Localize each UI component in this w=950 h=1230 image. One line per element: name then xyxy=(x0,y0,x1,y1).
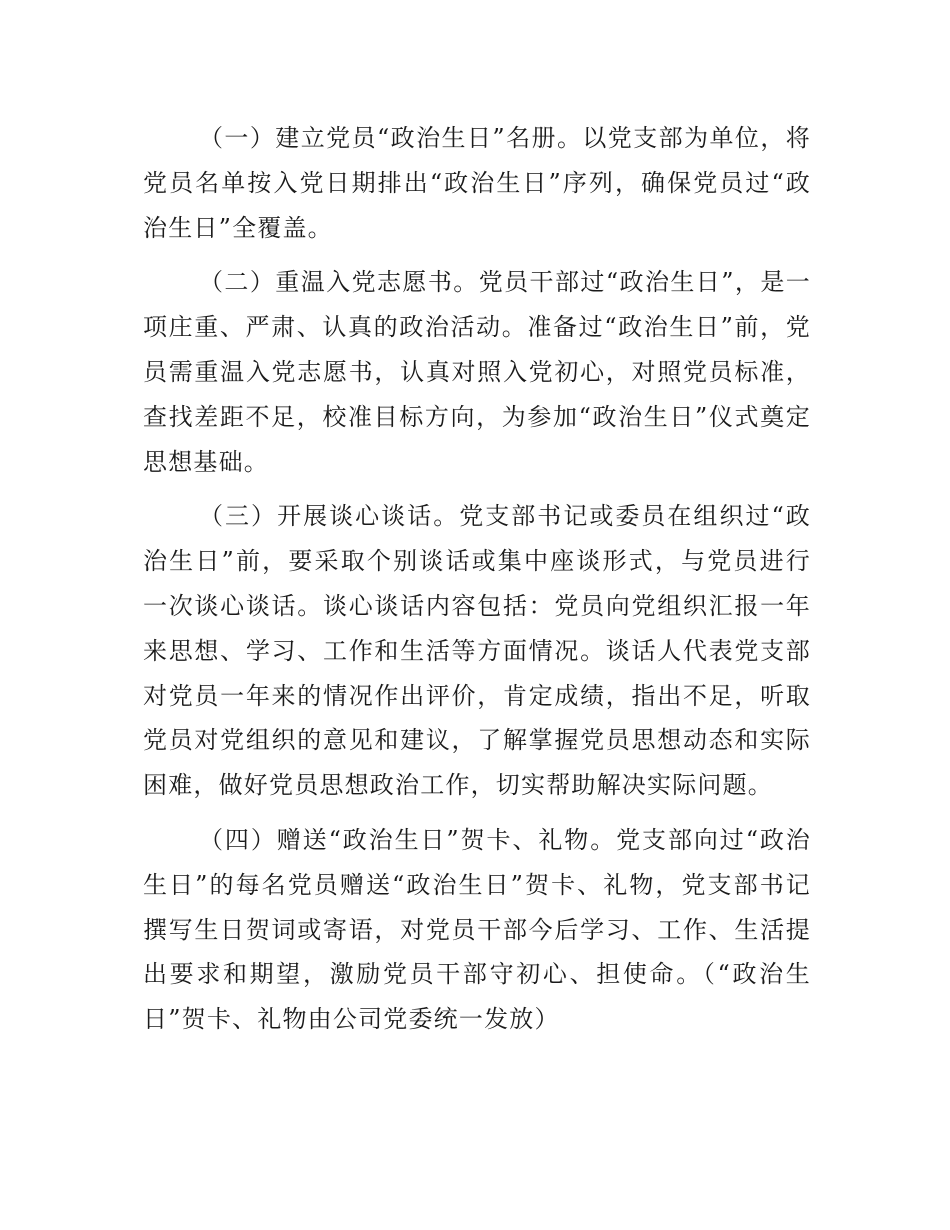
paragraph-application: （二）重温入党志愿书。党员干部过“政治生日”，是一项庄重、严肃、认真的政治活动。准备过“政治生日”前，党员需重温入党志愿书，认真对照入党初心，对照党员标准，查找差距不足，校准目标方向，为参加“政治生日”仪式奠定思想基础。 xyxy=(143,268,811,476)
paragraph-register: （一）建立党员“政治生日”名册。以党支部为单位，将党员名单按入党日期排出“政治生日”序列，确保党员过“政治生日”全覆盖。 xyxy=(143,124,811,242)
document-body xyxy=(143,116,811,1052)
paragraph-talk: （三）开展谈心谈话。党支部书记或委员在组织过“政治生日”前，要采取个别谈话或集中座谈形式，与党员进行一次谈心谈话。谈心谈话内容包括：党员向党组织汇报一年来思想、学习、工作和生活等方面情况。谈话人代表党支部对党员一年来的情况作出评价，肯定成绩，指出不足，听取党员对党组织的意见和建议，了解掌握党员思想动态和实际困难，做好党员思想政治工作，切实帮助解决实际问题。 xyxy=(143,502,811,800)
paragraph-gift: （四）赠送“政治生日”贺卡、礼物。党支部向过“政治生日”的每名党员赠送“政治生日”贺卡、礼物，党支部书记撰写生日贺词或寄语，对党员干部今后学习、工作、生活提出要求和期望，激励党员干部守初心、担使命。（“政治生日”贺卡、礼物由公司党委统一发放） xyxy=(143,825,811,1034)
